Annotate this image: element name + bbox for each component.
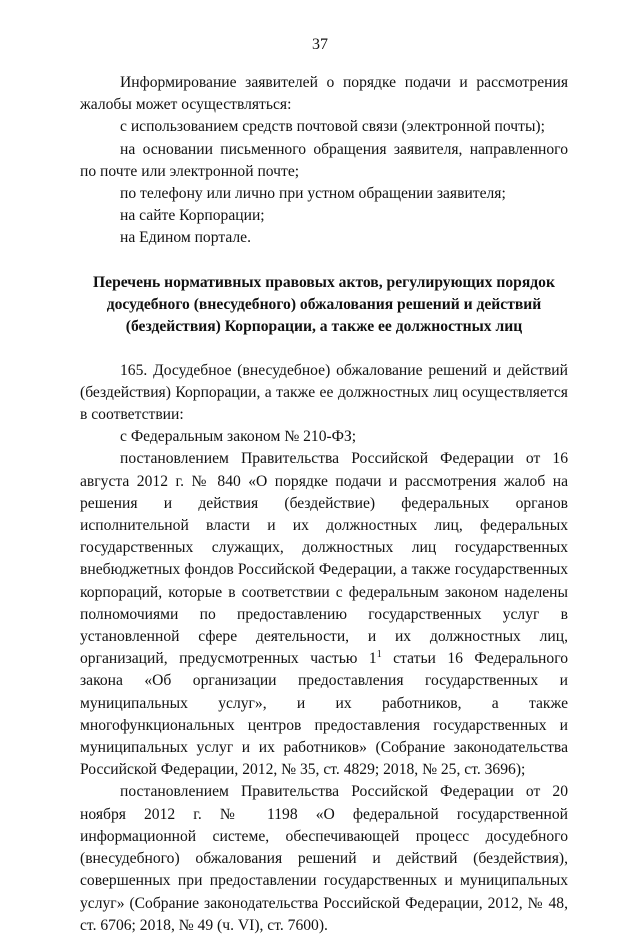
spacer <box>80 250 568 272</box>
section-heading <box>80 272 568 338</box>
section-heading-line: досудебного (внесудебного) обжалования решений и действий <box>106 295 542 313</box>
section-heading-line: Перечень нормативных правовых актов, регулирующих порядок <box>93 273 555 291</box>
decree-1198-item: постановлением Правительства Российской Федерации от 20 ноября 2012 г. № 1198 «О федеральной государственной информационной системе, обеспечивающей процесс досудебного (внесудебного) обжалования решений и действий (бездействия), совершенных при предоставлении государственных и муниципальных услуг» (Собрание законодательства Российской Федерации, 2012, № 48, ст. 6706; 2018, № 49 (ч. VI), ст. 7600). <box>80 783 568 934</box>
decree-840-text-cont: статьи 16 Федерального закона «Об организации предоставления государственных и муниципальных услуг», и их работников, а также многофункциональных центров предоставления государственных и муниципальных услуг и их работников» (Собрание законодательства Российской Федерации, 2012, № 35, ст. 4829; 2018, № 25, ст. 3696); <box>80 650 568 779</box>
intro-item-phone: по телефону или лично при устном обращении заявителя; <box>120 185 506 203</box>
page-content <box>80 72 568 937</box>
section-heading-line: (бездействия) Корпорации, а также ее должностных лиц <box>125 317 523 335</box>
intro-item-portal: на Едином портале. <box>120 229 251 247</box>
decree-840-item <box>80 448 568 781</box>
intro-item-site: на сайте Корпорации; <box>120 207 265 225</box>
page-number: 37 <box>312 36 328 53</box>
intro-paragraph: Информирование заявителей о порядке подачи и рассмотрения жалобы может осуществляться: <box>80 74 568 114</box>
law-item: с Федеральным законом № 210-ФЗ; <box>120 428 357 446</box>
intro-item-written: на основании письменного обращения заявителя, направленного по почте или электронной почте; <box>80 140 568 180</box>
decree-840-text: постановлением Правительства Российской Федерации от 16 августа 2012 г. № 840 «О порядке подачи и рассмотрения жалоб на решения и действия (бездействие) федеральных органов исполнительной власти и их должностных лиц, федеральных государственных служащих, должностных лиц государственных внебюджетных фондов Российской Федерации, а также государственных корпораций, которые в соответствии с федеральным законом наделены полномочиями по предоставлению государственных услуг в установленной сфере деятельности, и их должностных лиц, организаций, предусмотренных частью 1 <box>80 450 568 668</box>
paragraph-165: 165. Досудебное (внесудебное) обжалование решений и действий (бездействия) Корпорации, а также ее должностных лиц осуществляется в соответствии: <box>80 361 568 424</box>
spacer <box>80 338 568 360</box>
intro-item-mail: с использованием средств почтовой связи (электронной почты); <box>120 118 545 136</box>
superscript: 1 <box>376 649 382 661</box>
